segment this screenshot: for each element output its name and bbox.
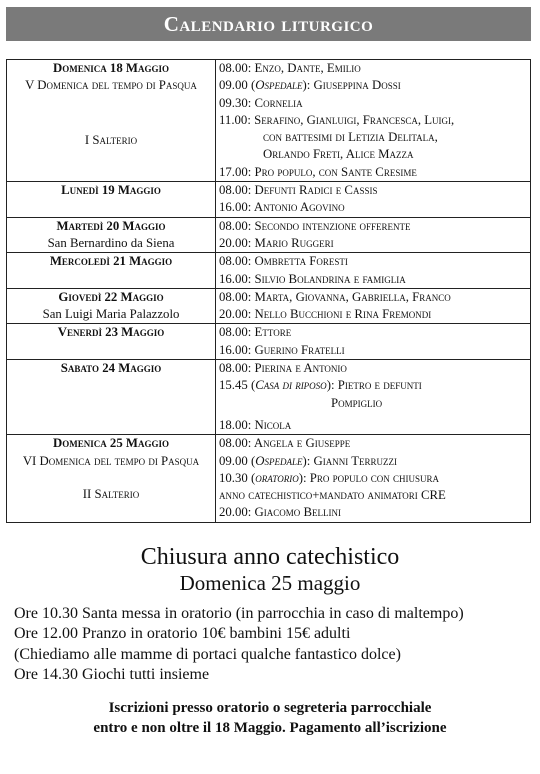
day-name: Venerdì 23 Maggio	[57, 325, 165, 340]
table-row	[7, 60, 531, 182]
day-cell	[7, 288, 216, 324]
day-subtitle: VI Domenica del tempo di Pasqua	[22, 453, 200, 468]
note-line: Iscrizioni presso oratorio o segreteria parrocchiale	[108, 700, 432, 716]
table-row	[7, 288, 531, 324]
mass-line: 08.00: Enzo, Dante, Emilio	[219, 61, 361, 75]
schedule-line: Ore 14.30 Giochi tutti insieme	[14, 666, 210, 684]
calendar-title: Calendario liturgico	[163, 12, 374, 36]
mass-line: 08.00: Defunti Radici e Cassis	[219, 183, 378, 198]
mass-line: 08.00: Pierina e Antonio	[219, 361, 347, 376]
day-cell	[7, 60, 216, 182]
note-line: entro e non oltre il 18 Maggio. Pagamento all’iscrizione	[93, 720, 447, 736]
day-name: Sabato 24 Maggio	[60, 361, 162, 376]
mass-line: 08.00: Angela e Giuseppe	[219, 436, 351, 451]
mass-line: 16.00: Guerino Fratelli	[219, 342, 345, 357]
calendar-header	[6, 7, 531, 41]
day-cell	[7, 182, 216, 218]
table-row	[7, 253, 531, 289]
day-extra: I Salterio	[84, 133, 138, 148]
mass-line: 08.00: Marta, Giovanna, Gabriella, Franco	[219, 289, 451, 304]
mass-line: 09.30: Cornelia	[219, 95, 303, 110]
event-schedule	[14, 604, 464, 686]
mass-cell	[216, 217, 531, 253]
day-cell	[7, 324, 216, 360]
mass-line: 08.00: Secondo intenzione offerente	[219, 218, 411, 233]
mass-cell	[216, 253, 531, 289]
mass-cell	[216, 360, 531, 435]
day-extra: II Salterio	[82, 486, 140, 501]
day-name: Domenica 25 Maggio	[52, 436, 170, 451]
table-row	[7, 324, 531, 360]
day-cell	[7, 217, 216, 253]
mass-cell	[216, 60, 531, 182]
day-name: Mercoledì 21 Maggio	[49, 254, 173, 269]
mass-cell	[216, 435, 531, 522]
mass-line: 18.00: Nicola	[219, 417, 292, 432]
day-cell	[7, 253, 216, 289]
mass-line: 15.45 (Casa di riposo): Pietro e defunti	[219, 378, 422, 393]
mass-cell	[216, 288, 531, 324]
day-cell	[7, 435, 216, 522]
schedule-line: (Chiediamo alle mamme di portaci qualche fantastico dolce)	[14, 645, 401, 663]
mass-line: 11.00: Serafino, Gianluigi, Francesca, Luigi,	[219, 112, 455, 127]
mass-line: 17.00: Pro populo, con Sante Cresime	[219, 164, 417, 179]
day-subtitle: V Domenica del tempo di Pasqua	[25, 78, 197, 93]
mass-line: 16.00: Silvio Bolandrina e famiglia	[219, 271, 406, 286]
day-name: Martedì 20 Maggio	[56, 218, 166, 233]
mass-line: 16.00: Antonio Agovino	[219, 200, 345, 215]
mass-line: 08.00: Ettore	[219, 325, 292, 340]
mass-line: 09.00 (Ospedale): Gianni Terruzzi	[219, 453, 398, 468]
day-name: Lunedì 19 Maggio	[61, 183, 161, 198]
day-name: Domenica 18 Maggio	[52, 61, 170, 75]
table-row	[7, 182, 531, 218]
mass-line: 20.00: Nello Bucchioni e Rina Fremondi	[219, 307, 432, 322]
table-row	[7, 360, 531, 435]
mass-line: 20.00: Giacomo Bellini	[219, 505, 342, 520]
registration-note	[0, 698, 540, 738]
mass-cell	[216, 324, 531, 360]
mass-line: anno catechistico+mandato animatori CRE	[219, 488, 446, 503]
mass-line: 08.00: Ombretta Foresti	[219, 254, 348, 269]
mass-line: 10.30 (oratorio): Pro populo con chiusura	[219, 470, 440, 485]
liturgical-calendar-table	[6, 59, 531, 523]
table-row	[7, 435, 531, 522]
table-row	[7, 217, 531, 253]
day-cell	[7, 360, 216, 435]
mass-line: con battesimi di Letizia Delitala,	[263, 130, 438, 145]
schedule-line: Ore 10.30 Santa messa in oratorio (in parrocchia in caso di maltempo)	[14, 605, 464, 622]
mass-line: 09.00 (Ospedale): Giuseppina Dossi	[219, 78, 401, 93]
mass-cell	[216, 182, 531, 218]
mass-line: Orlando Freti, Alice Mazza	[263, 147, 414, 162]
schedule-line: Ore 12.00 Pranzo in oratorio 10€ bambini 15€ adulti	[14, 625, 351, 643]
day-subtitle: San Bernardino da Siena	[47, 235, 175, 250]
day-name: Giovedì 22 Maggio	[58, 289, 164, 304]
day-subtitle: San Luigi Maria Palazzolo	[42, 307, 180, 322]
mass-line: 20.00: Mario Ruggeri	[219, 235, 334, 250]
event-title: Chiusura anno catechistico	[140, 544, 400, 570]
mass-line: Pompiglio	[331, 395, 383, 410]
event-date: Domenica 25 maggio	[179, 571, 361, 595]
